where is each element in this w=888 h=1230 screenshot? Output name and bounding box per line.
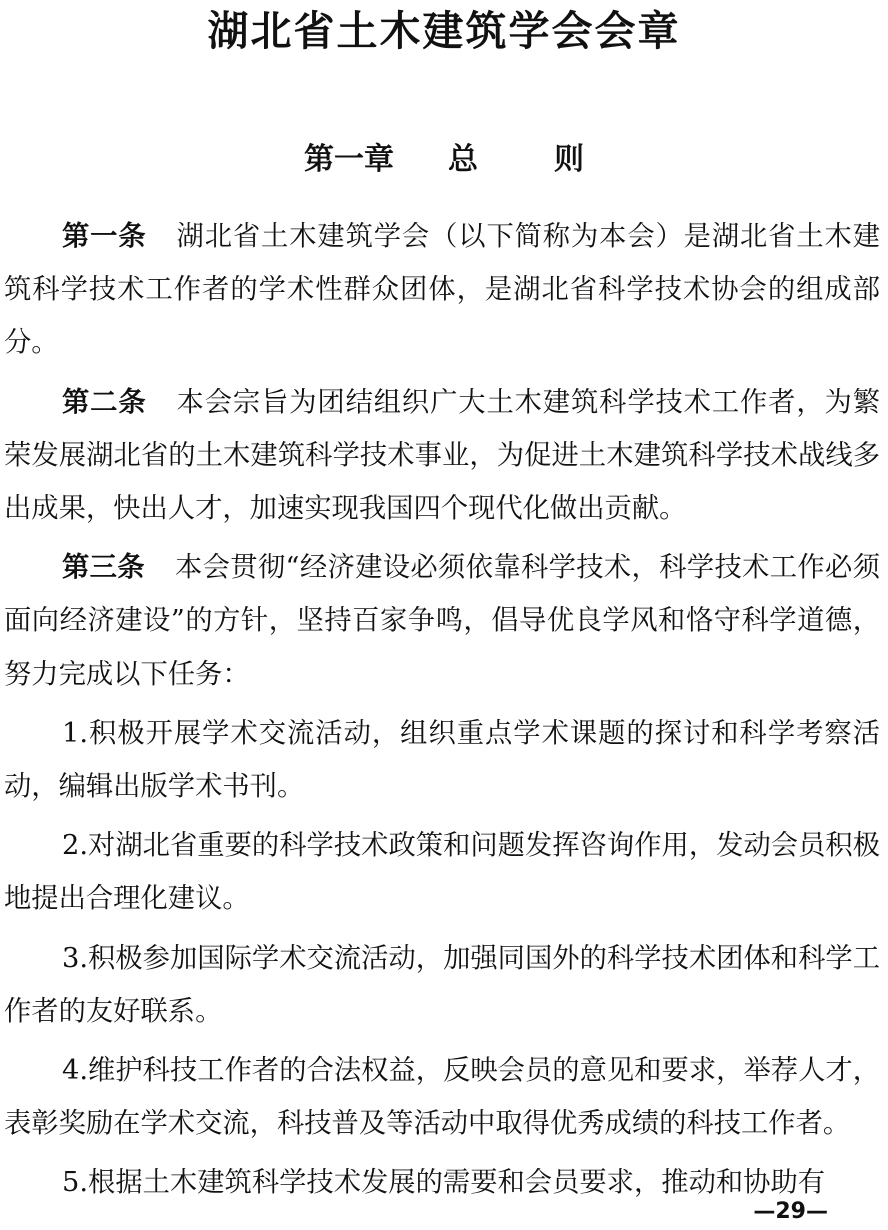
article-paragraph [4,210,880,370]
article-paragraph [4,376,880,536]
article-text: 湖北省土木建筑学会（以下简称为本会）是湖北省土木建筑科学技术工作者的学术性群众团体，是湖北省科学技术协会的组成部分。 [4,221,881,359]
article-text: 本会贯彻“经济建设必须依靠科学技术，科学技术工作必须面向经济建设”的方针，坚持百家争鸣，倡导优良学风和恪守科学道德，努力完成以下任务： [4,552,881,690]
task-item: 1.积极开展学术交流活动，组织重点学术课题的探讨和科学考察活动，编辑出版学术书刊。 [4,717,880,803]
chapter-title-part2: 则 [554,142,584,177]
chapter-heading [0,138,888,182]
chapter-number: 第一章 [304,142,394,177]
task-item: 5.根据土木建筑科学技术发展的需要和会员要求，推动和协助有 [62,1167,826,1199]
task-item: 4.维护科技工作者的合法权益，反映会员的意见和要求，举荐人才，表彰奖励在学术交流，科技普及等活动中取得优秀成绩的科技工作者。 [4,1055,880,1140]
article-text: 本会宗旨为团结组织广大土木建筑科学技术工作者，为繁荣发展湖北省的土木建筑科学技术事业，为促进土木建筑科学技术战线多出成果，快出人才，加速实现我国四个现代化做出贡献。 [4,386,881,525]
article-paragraph [4,541,880,701]
document-title: 湖北省土木建筑学会会章 [207,7,681,55]
document-body [4,210,880,1216]
chapter-title-part1: 总 [448,142,478,177]
article-number: 第二条 [62,386,147,418]
article-number: 第三条 [62,552,145,584]
article-number: 第一条 [62,221,147,252]
task-item: 2.对湖北省重要的科学技术政策和问题发挥咨询作用，发动会员积极地提出合理化建议。 [4,830,880,915]
page-number: —29— [753,1199,828,1224]
task-item: 3.积极参加国际学术交流活动，加强同国外的科学技术团体和科学工作者的友好联系。 [4,942,880,1027]
